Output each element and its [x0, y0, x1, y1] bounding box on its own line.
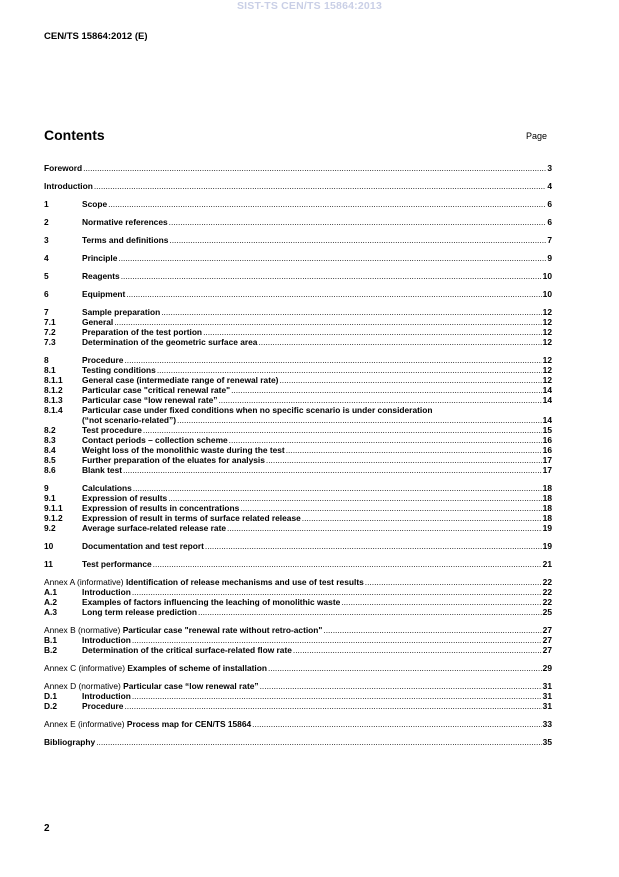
toc-entry-number: 7 [44, 307, 49, 317]
toc-entry-page: 12 [542, 327, 552, 337]
toc-entry[interactable] [44, 181, 552, 191]
toc-entry-number: 8.1 [44, 365, 56, 375]
toc-entry[interactable] [44, 577, 552, 587]
toc-entry-page: 31 [542, 701, 552, 711]
toc-entry-title: Introduction [82, 635, 131, 645]
dot-leader [227, 523, 542, 533]
toc-entry-page: 4 [547, 181, 552, 191]
toc-entry-number: 9.2 [44, 523, 56, 533]
toc-entry-title: Scope [82, 199, 108, 209]
toc-entry-page: 17 [542, 465, 552, 475]
annex-title: Examples of scheme of installation [127, 663, 267, 673]
annex-label: Annex E [44, 719, 76, 729]
annex-label: Annex A [44, 577, 75, 587]
toc-entry-title: Foreword [44, 163, 83, 173]
toc-entry-number: 8.4 [44, 445, 56, 455]
toc-entry-title: Terms and definitions [82, 235, 169, 245]
annex-title: Particular case “low renewal rate” [123, 681, 259, 691]
toc-entry-page: 10 [542, 289, 552, 299]
toc-entry-page: 12 [542, 307, 552, 317]
toc-entry-page: 19 [542, 541, 552, 551]
annex-label: Annex B [44, 625, 76, 635]
toc-entry-page: 12 [542, 317, 552, 327]
toc-entry[interactable] [44, 597, 552, 607]
page-column-label: Page [526, 131, 548, 141]
toc-entry[interactable] [44, 483, 552, 493]
toc-entry[interactable] [44, 737, 552, 747]
toc-entry-page: 31 [542, 691, 552, 701]
toc-entry-number: 5 [44, 271, 49, 281]
toc-entry-number: 3 [44, 235, 49, 245]
dot-leader [198, 607, 542, 617]
toc-entry[interactable] [44, 435, 552, 445]
toc-entry-title: Procedure [82, 701, 124, 711]
dot-leader [143, 425, 542, 435]
toc-entry-title: Determination of the critical surface-related flow rate [82, 645, 292, 655]
toc-entry-title: Average surface-related release rate [82, 523, 227, 533]
toc-entry[interactable] [44, 493, 552, 503]
dot-leader [231, 385, 542, 395]
toc-entry[interactable] [44, 337, 552, 347]
toc-entry-page: 9 [547, 253, 552, 263]
toc-entry-page: 19 [542, 523, 552, 533]
dot-leader [123, 465, 542, 475]
toc-entry-number: 9.1.2 [44, 513, 63, 523]
toc-entry[interactable] [44, 253, 552, 263]
dot-leader [279, 375, 541, 385]
toc-entry-title: Calculations [82, 483, 132, 493]
toc-entry-page: 6 [547, 217, 552, 227]
toc-entry-page: 16 [542, 435, 552, 445]
toc-entry-page: 18 [542, 503, 552, 513]
toc-entry[interactable] [44, 217, 552, 227]
toc-entry[interactable] [44, 307, 552, 317]
dot-leader [240, 503, 541, 513]
toc-entry[interactable] [44, 385, 552, 395]
annex-type: (informative) [74, 577, 126, 587]
toc-entry-number: 7.2 [44, 327, 56, 337]
toc-entry-title: Documentation and test report [82, 541, 204, 551]
toc-entry-number: 8.1.4 [44, 405, 63, 415]
toc-entry-number: D.1 [44, 691, 58, 701]
document-id: CEN/TS 15864:2012 (E) [44, 31, 148, 42]
toc-entry[interactable] [44, 199, 552, 209]
dot-leader [126, 289, 541, 299]
toc-entry-page: 25 [542, 607, 552, 617]
annex-title: Particular case "renewal rate without retro-action" [122, 625, 323, 635]
toc-entry[interactable] [44, 163, 552, 173]
toc-entry[interactable] [44, 365, 552, 375]
toc-entry[interactable] [44, 395, 552, 405]
dot-leader [132, 635, 542, 645]
toc-entry[interactable] [44, 503, 552, 513]
toc-entry-page: 27 [542, 645, 552, 655]
dot-leader [153, 559, 542, 569]
page-number: 2 [44, 823, 50, 834]
toc-entry-page: 27 [542, 625, 552, 635]
toc-entry-page: 22 [542, 587, 552, 597]
toc-entry-number: A.3 [44, 607, 58, 617]
table-of-contents [44, 163, 552, 747]
toc-entry-number: 10 [44, 541, 54, 551]
toc-entry-number: 8.5 [44, 455, 56, 465]
dot-leader [132, 691, 542, 701]
toc-entry-title: Determination of the geometric surface area [82, 337, 258, 347]
toc-entry[interactable] [44, 425, 552, 435]
annex-type: (normative) [75, 625, 123, 635]
annex-title: Process map for CEN/TS 15864 [126, 719, 252, 729]
dot-leader [96, 737, 541, 747]
toc-entry[interactable] [44, 559, 552, 569]
toc-entry-page: 15 [542, 425, 552, 435]
toc-entry-number: 7.3 [44, 337, 56, 347]
toc-entry-title: Equipment [82, 289, 126, 299]
toc-entry-number: 9.1 [44, 493, 56, 503]
toc-entry-title: Expression of results in concentrations [82, 503, 240, 513]
toc-entry-title: Blank test [82, 465, 123, 475]
dot-leader [169, 235, 546, 245]
toc-entry[interactable] [44, 541, 552, 551]
toc-entry[interactable] [44, 415, 552, 425]
toc-entry-title: Examples of factors influencing the leaching of monolithic waste [82, 597, 341, 607]
toc-entry-title: Sample preparation [82, 307, 161, 317]
toc-entry-number: D.2 [44, 701, 58, 711]
toc-entry-number: A.2 [44, 597, 58, 607]
toc-entry-number: 2 [44, 217, 49, 227]
toc-entry-page: 10 [542, 271, 552, 281]
toc-entry[interactable] [44, 235, 552, 245]
dot-leader [169, 217, 547, 227]
toc-entry-page: 12 [542, 355, 552, 365]
toc-entry-title [44, 681, 259, 691]
watermark: SIST-TS CEN/TS 15864:2013 [236, 0, 383, 12]
dot-leader [108, 199, 546, 209]
toc-entry[interactable] [44, 719, 552, 729]
toc-entry[interactable] [44, 327, 552, 337]
toc-entry-title: Further preparation of the eluates for analysis [82, 455, 265, 465]
toc-entry-title: Contact periods – collection scheme [82, 435, 228, 445]
dot-leader [168, 493, 541, 503]
toc-entry[interactable] [44, 587, 552, 597]
toc-entry[interactable] [44, 701, 552, 711]
toc-entry-page: 16 [542, 445, 552, 455]
toc-entry[interactable] [44, 607, 552, 617]
toc-entry-title: Test procedure [82, 425, 142, 435]
toc-entry[interactable] [44, 663, 552, 673]
toc-entry-page: 18 [542, 483, 552, 493]
toc-entry-title: General [82, 317, 114, 327]
toc-entry-page: 18 [542, 513, 552, 523]
dot-leader [83, 163, 546, 173]
toc-entry[interactable] [44, 513, 552, 523]
toc-entry-title: Preparation of the test portion [82, 327, 203, 337]
toc-entry-title: Reagents [82, 271, 120, 281]
toc-entry-number: 4 [44, 253, 49, 263]
dot-leader [114, 317, 541, 327]
toc-entry-number: 8.3 [44, 435, 56, 445]
dot-leader [161, 307, 541, 317]
toc-entry-page: 31 [542, 681, 552, 691]
toc-entry-number: 8 [44, 355, 49, 365]
toc-entry-page: 18 [542, 493, 552, 503]
toc-entry-page: 7 [547, 235, 552, 245]
toc-entry-title [44, 663, 267, 673]
toc-entry-title [44, 577, 364, 587]
annex-type: (normative) [76, 681, 124, 691]
dot-leader [133, 483, 542, 493]
dot-leader [177, 415, 542, 425]
toc-entry[interactable] [44, 465, 552, 475]
dot-leader [365, 577, 542, 587]
dot-leader [268, 663, 542, 673]
toc-entry-title: Expression of result in terms of surface related release [82, 513, 301, 523]
toc-entry-page: 33 [542, 719, 552, 729]
dot-leader [218, 395, 541, 405]
toc-entry-number: 11 [44, 559, 53, 569]
toc-entry-page: 12 [542, 337, 552, 347]
toc-entry-title [44, 625, 322, 635]
toc-entry[interactable] [44, 317, 552, 327]
dot-leader [252, 719, 542, 729]
toc-entry[interactable] [44, 271, 552, 281]
toc-entry-page: 21 [542, 559, 552, 569]
toc-entry-title: Procedure [82, 355, 124, 365]
dot-leader [157, 365, 542, 375]
dot-leader [118, 253, 546, 263]
toc-entry-number: 9 [44, 483, 49, 493]
page-title: Contents [44, 127, 105, 143]
dot-leader [258, 337, 541, 347]
toc-entry[interactable] [44, 355, 552, 365]
dot-leader [203, 327, 542, 337]
toc-entry-title: Introduction [82, 691, 131, 701]
toc-entry-page: 27 [542, 635, 552, 645]
toc-entry-number: 8.6 [44, 465, 56, 475]
toc-entry-number: 9.1.1 [44, 503, 63, 513]
dot-leader [266, 455, 542, 465]
toc-entry-title: Particular case under fixed conditions when no specific scenario is under consideration [82, 405, 433, 415]
toc-entry-page: 6 [547, 199, 552, 209]
toc-entry-title: Test performance [82, 559, 152, 569]
toc-entry[interactable] [44, 645, 552, 655]
toc-entry-title: Weight loss of the monolithic waste during the test [82, 445, 285, 455]
dot-leader [229, 435, 542, 445]
toc-entry-number: A.1 [44, 587, 58, 597]
toc-entry-title: General case (intermediate range of renewal rate) [82, 375, 279, 385]
toc-entry-title: Bibliography [44, 737, 96, 747]
toc-entry[interactable] [44, 455, 552, 465]
toc-entry-title: Introduction [44, 181, 93, 191]
toc-entry-page: 14 [542, 395, 552, 405]
toc-entry-number: 8.2 [44, 425, 56, 435]
toc-entry[interactable] [44, 625, 552, 635]
toc-entry[interactable] [44, 375, 552, 385]
dot-leader [132, 587, 542, 597]
toc-entry[interactable] [44, 445, 552, 455]
toc-entry-number: 6 [44, 289, 49, 299]
toc-entry-page: 14 [542, 385, 552, 395]
toc-entry-title: Testing conditions [82, 365, 156, 375]
dot-leader [205, 541, 542, 551]
toc-entry[interactable] [44, 289, 552, 299]
toc-entry-title: Particular case “low renewal rate” [82, 395, 218, 405]
dot-leader [124, 701, 541, 711]
toc-entry-number: 1 [44, 199, 49, 209]
toc-entry-number: B.1 [44, 635, 58, 645]
toc-entry-title: Normative references [82, 217, 168, 227]
annex-label: Annex D [44, 681, 77, 691]
toc-entry-page: 29 [542, 663, 552, 673]
toc-entry-number: 8.1.2 [44, 385, 63, 395]
toc-entry[interactable] [44, 405, 552, 415]
dot-leader [124, 355, 541, 365]
toc-entry-page: 3 [547, 163, 552, 173]
toc-entry-title: (“not scenario-related”) [82, 415, 177, 425]
toc-entry-page: 17 [542, 455, 552, 465]
dot-leader [286, 445, 542, 455]
annex-type: (informative) [75, 719, 127, 729]
toc-entry-title [44, 719, 251, 729]
annex-label: Annex C [44, 663, 77, 673]
toc-entry-page: 14 [542, 415, 552, 425]
dot-leader [293, 645, 542, 655]
dot-leader [341, 597, 541, 607]
toc-entry-page: 12 [542, 365, 552, 375]
dot-leader [323, 625, 541, 635]
annex-type: (informative) [76, 663, 128, 673]
toc-entry-title: Introduction [82, 587, 131, 597]
dot-leader [94, 181, 546, 191]
toc-entry-page: 12 [542, 375, 552, 385]
toc-entry-page: 35 [542, 737, 552, 747]
toc-entry-page: 22 [542, 597, 552, 607]
toc-entry-title: Particular case "critical renewal rate" [82, 385, 231, 395]
dot-leader [302, 513, 542, 523]
toc-entry[interactable] [44, 691, 552, 701]
annex-title: Identification of release mechanisms and use of test results [125, 577, 364, 587]
toc-entry[interactable] [44, 635, 552, 645]
dot-leader [433, 405, 551, 415]
toc-entry[interactable] [44, 681, 552, 691]
toc-entry-number: 8.1.3 [44, 395, 63, 405]
toc-entry-number: 8.1.1 [44, 375, 63, 385]
toc-entry-title: Long term release prediction [82, 607, 197, 617]
toc-entry-page: 22 [542, 577, 552, 587]
dot-leader [260, 681, 542, 691]
toc-entry-number: B.2 [44, 645, 58, 655]
toc-entry-title: Expression of results [82, 493, 168, 503]
toc-entry-title: Principle [82, 253, 118, 263]
toc-entry[interactable] [44, 523, 552, 533]
dot-leader [121, 271, 542, 281]
toc-entry-number: 7.1 [44, 317, 56, 327]
